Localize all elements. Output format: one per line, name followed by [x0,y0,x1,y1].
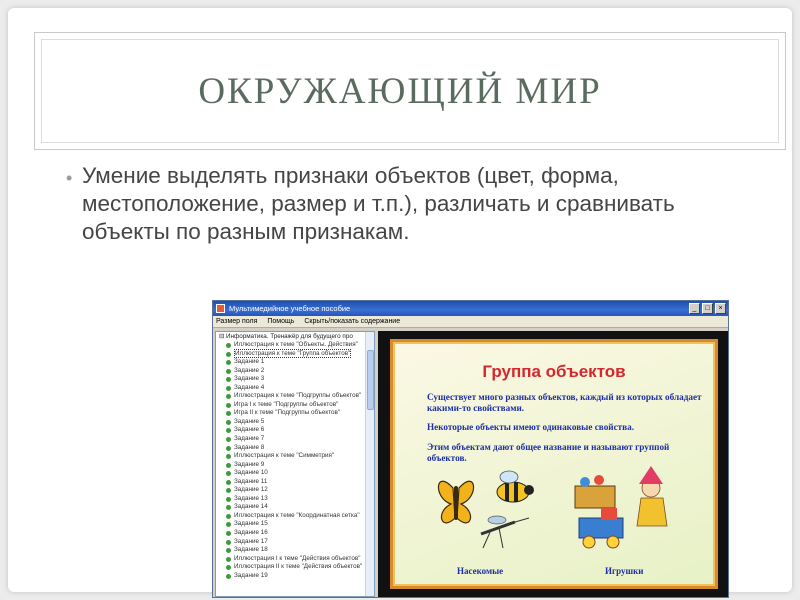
tree-item[interactable]: Задание 3 [216,375,374,384]
tree-item[interactable]: Задание 7 [216,435,374,444]
tree-scrollbar[interactable] [365,332,374,596]
tree-item[interactable]: Задание 14 [216,503,374,512]
tree-item[interactable]: Задание 1 [216,358,374,367]
toy-box-icon [575,475,615,508]
lesson-stage [378,331,728,597]
slide [8,8,792,592]
close-icon[interactable]: × [715,303,726,314]
tree-item[interactable]: Задание 6 [216,426,374,435]
tree-item[interactable]: Задание 17 [216,538,374,547]
tree-item[interactable]: Задание 2 [216,367,374,376]
tree-item[interactable]: Задание 16 [216,529,374,538]
tree-item[interactable]: Задание 12 [216,486,374,495]
menu-item-help[interactable]: Помощь [267,318,295,325]
mosquito-icon [481,516,529,548]
tree-item[interactable]: Задание 9 [216,461,374,470]
tree-root[interactable]: ⊟ Информатика. Тренажёр для будущего про [219,333,353,340]
tree-item[interactable]: Иллюстрация II к теме "Действия объектов" [216,563,374,572]
tree-item[interactable]: Задание 19 [216,572,374,581]
slide-title: ОКРУЖАЮЩИЙ МИР [198,71,602,112]
tree-item[interactable]: Задание 11 [216,478,374,487]
tree-item[interactable]: Иллюстрация к теме "Подгруппы объектов" [216,392,374,401]
bullet-text: Умение выделять признаки объектов (цвет, форма, местоположение, размер и т.п.), различать и сравнивать объекты по разным признакам. [82,163,675,244]
clown-icon [637,466,667,526]
lesson-paragraph-1: Существует много разных объектов, каждый из которых обладает какими-то свойствами. [427,392,702,413]
tree-item[interactable]: Задание 4 [216,384,374,393]
tree-item[interactable]: Иллюстрация к теме "Координатная сетка" [216,512,374,521]
toys-illustration [571,466,681,552]
lesson-paragraph-3: Этим объектам дают общее название и называют группой объектов. [427,442,670,463]
lesson-title: Группа объектов [482,362,626,381]
menu-bar [213,316,728,328]
tree-item[interactable]: Задание 13 [216,495,374,504]
tree-item[interactable]: Задание 18 [216,546,374,555]
window-title: Мультимедийное учебное пособие [229,304,351,313]
minimize-icon[interactable]: _ [689,303,700,314]
tree-item[interactable]: Задание 5 [216,418,374,427]
lesson-panel [390,339,718,589]
maximize-icon[interactable]: □ [702,303,713,314]
contents-tree [215,331,375,597]
bee-icon [497,471,534,502]
toy-train-icon [579,508,623,548]
app-icon [216,304,225,313]
label-insects: Насекомые [457,566,504,576]
bullet-marker: • [66,168,73,188]
app-window-screenshot [212,300,729,598]
tree-item[interactable]: Задание 10 [216,469,374,478]
tree-item[interactable]: Иллюстрация к теме "Симметрия" [216,452,374,461]
tree-item[interactable]: Задание 8 [216,444,374,453]
tree-item[interactable]: Игра II к теме "Подгруппы объектов" [216,409,374,418]
tree-item[interactable]: Иллюстрация к теме "Объекты. Действия" [216,341,374,350]
lesson-paragraph-2: Некоторые объекты имеют одинаковые свойства. [427,422,635,432]
tree-item[interactable]: Игра I к теме "Подгруппы объектов" [216,401,374,410]
menu-item-toggle-contents[interactable]: Скрыть/показать содержание [304,318,401,325]
tree-item[interactable]: Задание 15 [216,520,374,529]
window-titlebar [213,301,728,316]
label-toys: Игрушки [605,566,644,576]
butterfly-icon [438,481,473,523]
tree-item[interactable]: Иллюстрация I к теме "Действия объектов" [216,555,374,564]
tree-item[interactable]: Иллюстрация к теме "Группа объектов" [216,350,374,359]
menu-item-field-size[interactable]: Размер поля [216,318,258,325]
insects-illustration [433,468,543,552]
scroll-thumb[interactable] [367,350,374,410]
